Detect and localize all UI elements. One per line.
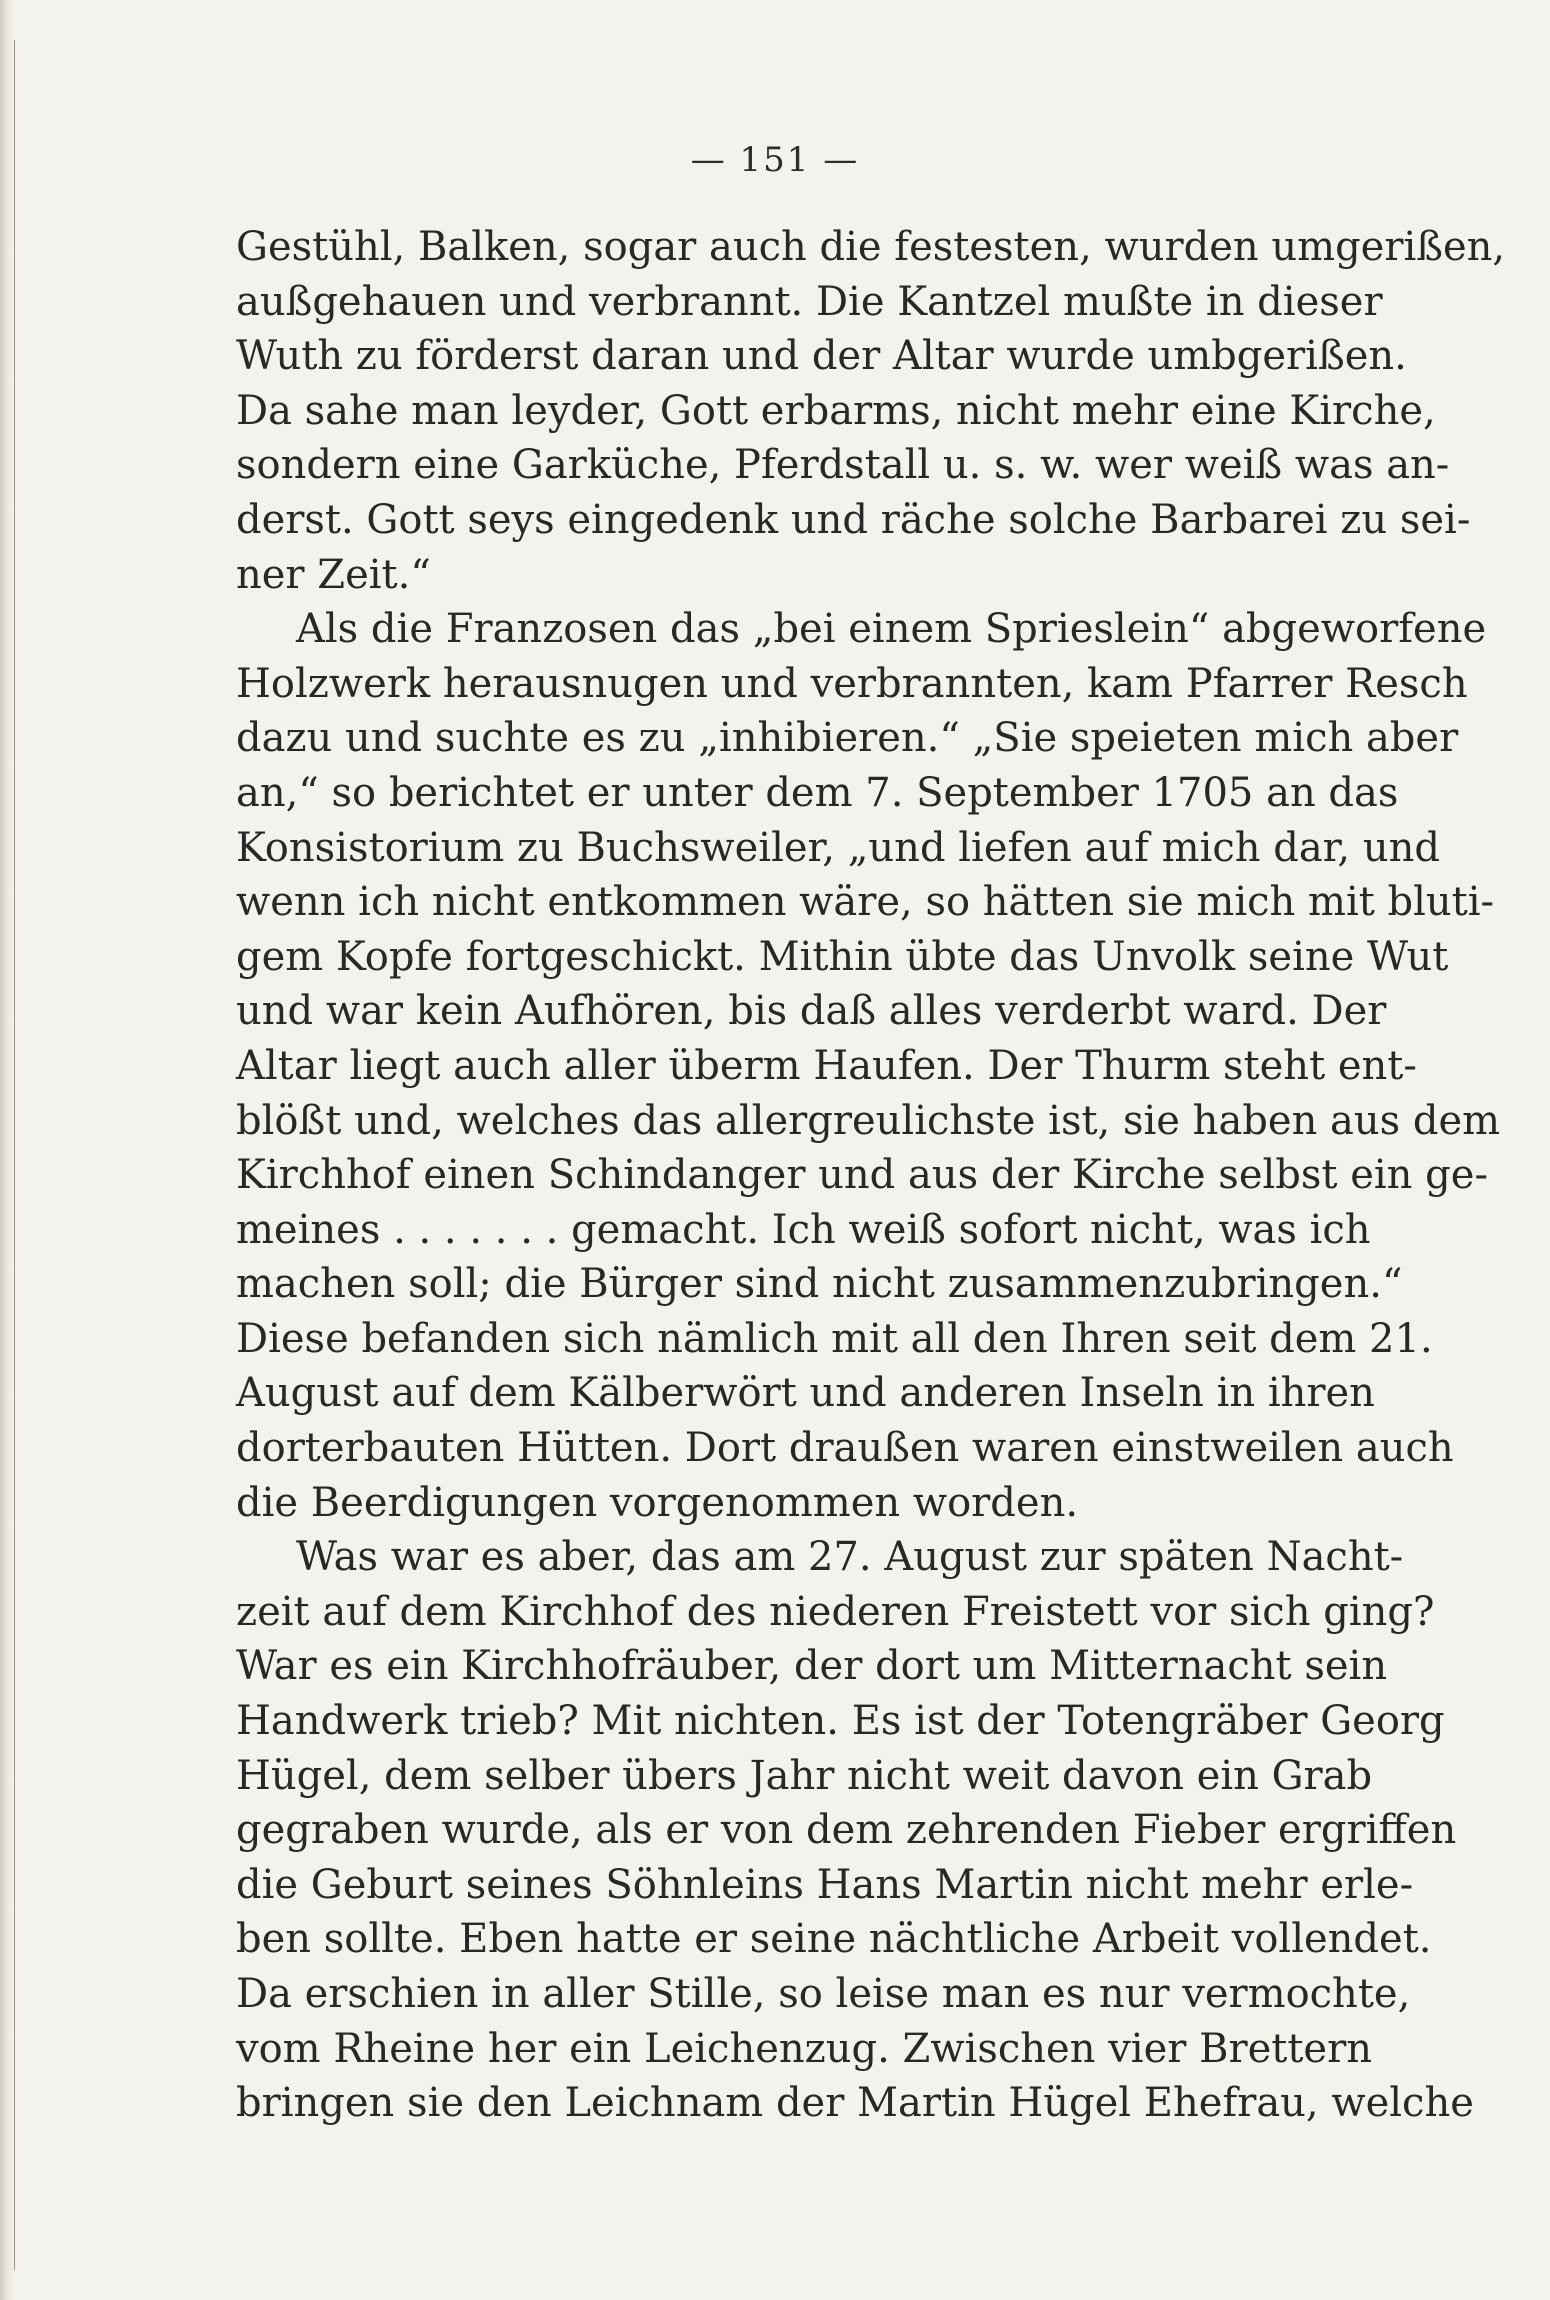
text-line: machen soll; die Bürger sind nicht zusammenzubringen.“ [236, 1261, 1403, 1308]
text-line: Handwerk trieb? Mit nichten. Es ist der Totengräber Georg [236, 1698, 1445, 1745]
text-line: die Beerdigungen vorgenommen worden. [236, 1479, 1079, 1526]
text-line: August auf dem Kälberwört und anderen Inseln in ihren [236, 1370, 1375, 1417]
text-line: Gestühl, Balken, sogar auch die festesten, wurden umgerißen, [236, 224, 1506, 270]
text-line: gem Kopfe fortgeschickt. Mithin übte das Unvolk seine Wut [236, 933, 1449, 980]
text-line: blößt und, welches das allergreulichste ist, sie haben aus dem [236, 1097, 1501, 1144]
text-line: derst. Gott seys eingedenk und räche solche Barbarei zu sei- [236, 496, 1471, 543]
text-line: die Geburt seines Söhnleins Hans Martin nicht mehr erle- [236, 1861, 1414, 1908]
text-line: Wuth zu förderst daran und der Altar wurde umbgerißen. [236, 333, 1407, 380]
body-text [236, 220, 1506, 2131]
text-line: vom Rheine her ein Leichenzug. Zwischen vier Brettern [236, 2025, 1372, 2072]
paragraph-start-line: Als die Franzosen das „bei einem Sprieslein“ abgeworfene [296, 606, 1487, 653]
text-line: zeit auf dem Kirchhof des niederen Freistett vor sich ging? [236, 1588, 1435, 1635]
text-line: ben sollte. Eben hatte er seine nächtliche Arbeit vollendet. [236, 1916, 1432, 1963]
text-line: gegraben wurde, als er von dem zehrenden Fieber ergriffen [236, 1807, 1457, 1854]
text-line: ner Zeit.“ [236, 551, 431, 598]
text-line: Holzwerk herausnugen und verbrannten, kam Pfarrer Resch [236, 660, 1468, 707]
text-line: bringen sie den Leichnam der Martin Hügel Ehefrau, welche [236, 2080, 1474, 2127]
text-line: meines . . . . . . . gemacht. Ich weiß sofort nicht, was ich [236, 1206, 1371, 1253]
page-gutter-shadow [0, 0, 14, 2300]
text-line: und war kein Aufhören, bis daß alles verderbt ward. Der [236, 988, 1387, 1035]
text-line: Altar liegt auch aller überm Haufen. Der Thurm steht ent- [236, 1042, 1417, 1089]
text-line: Hügel, dem selber übers Jahr nicht weit davon ein Grab [236, 1752, 1373, 1799]
page-number: — 151 — [690, 140, 860, 180]
text-line: sondern eine Garküche, Pferdstall u. s. w. wer weiß was an- [236, 442, 1450, 489]
text-line: dorterbauten Hütten. Dort draußen waren einstweilen auch [236, 1425, 1454, 1472]
text-line: Diese befanden sich nämlich mit all den Ihren seit dem 21. [236, 1315, 1433, 1362]
text-line: War es ein Kirchhofräuber, der dort um Mitternacht sein [236, 1643, 1388, 1690]
text-line: Konsistorium zu Buchsweiler, „und liefen auf mich dar, und [236, 824, 1440, 871]
text-line: außgehauen und verbrannt. Die Kantzel mußte in dieser [236, 278, 1383, 325]
text-line: Da erschien in aller Stille, so leise man es nur vermochte, [236, 1971, 1411, 2017]
text-line: Kirchhof einen Schindanger und aus der Kirche selbst ein ge- [236, 1152, 1488, 1199]
text-line: wenn ich nicht entkommen wäre, so hätten sie mich mit bluti- [236, 879, 1495, 926]
text-line: Da sahe man leyder, Gott erbarms, nicht mehr eine Kirche, [236, 387, 1436, 434]
text-line: dazu und suchte es zu „inhibieren.“ „Sie speieten mich aber [236, 715, 1459, 762]
paragraph-start-line: Was war es aber, das am 27. August zur späten Nacht- [296, 1534, 1404, 1581]
page-edge-line [14, 40, 15, 2270]
text-line: an,“ so berichtet er unter dem 7. September 1705 an das [236, 769, 1399, 816]
